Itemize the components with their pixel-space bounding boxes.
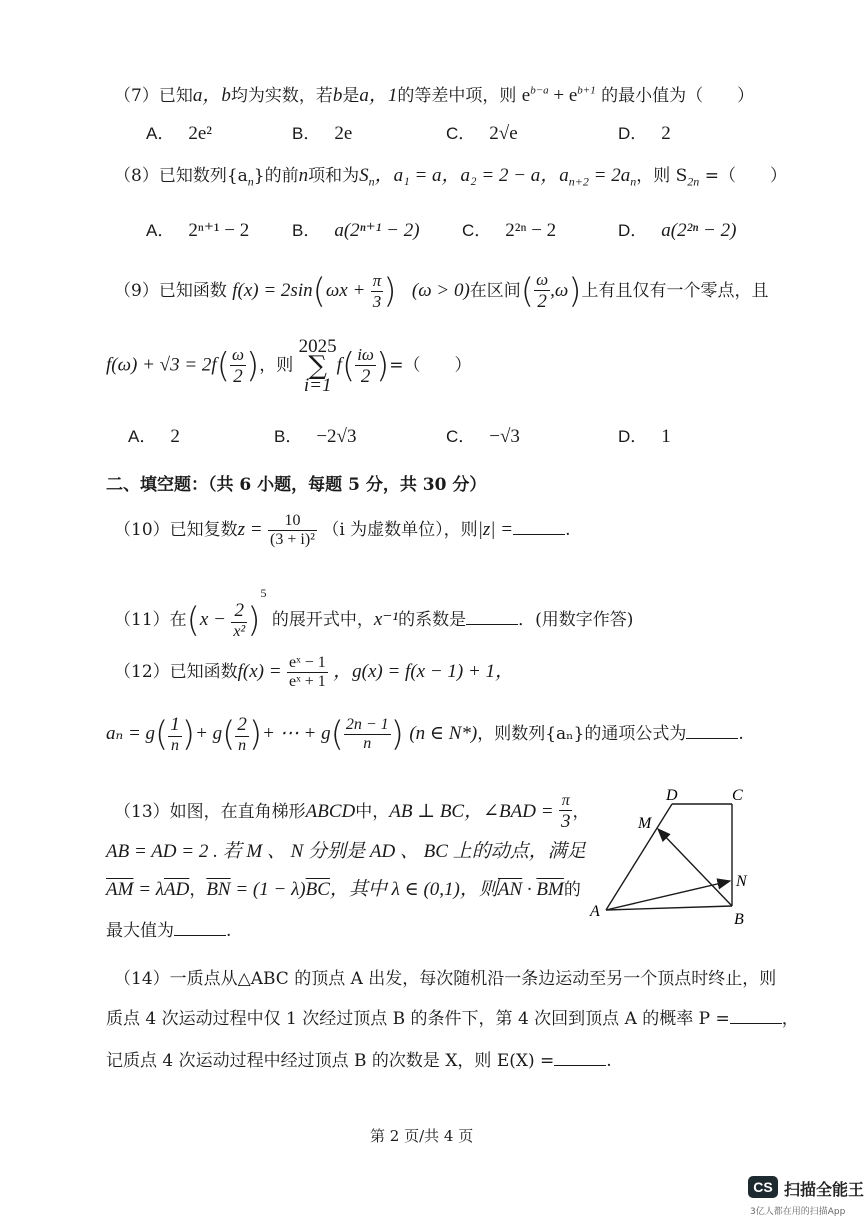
q7-option-d: D． 2 [618,123,671,144]
q13-line4: 最大值为 . [106,921,232,941]
q12-answer-blank[interactable] [686,724,738,739]
camscanner-tagline: 3亿人都在用的扫描App [750,1207,846,1217]
q8-option-b: B． a(2ⁿ⁺¹ − 2) [292,220,420,241]
q13-line3: $\overline{AM} = \lambda\overline{AD}$，$\overline{BN} = (1 - \lambda)\overline{BC}$，其中 λ ∈ (0,1)，则$\overline{AN} \cdot \overline{BM}$的 [106,879,581,900]
q10-stem: （10）已知复数z = $\frac{10}{\text{(3 + i)²}}$ （i 为虚数单位），则|z| = . [114,512,571,548]
label-a: A [590,903,600,920]
sum-sign: 2025 ∑ i=1 [298,336,337,396]
q12-sequence: aₙ = g( $\frac{1}{n}$ )+ g( $\frac{2}{n}$ )+ ⋯ + g( $\frac{2n - 1}{n}$ ) (n ∈ N*)，则数列{aₙ}的通项公式为 . [106,714,744,755]
q14-line3: 记质点 4 次运动过程中经过顶点 B 的次数是 X，则 E(X) = . [106,1051,612,1071]
q7-stem: （7）已知a，b均为实数，若b是a，1的等差中项，则 $e^{b-a} + e^{b+1}$ 的最小值为（ ） [114,84,755,106]
q9-option-b: B． −2√3 [274,426,357,447]
label-b: B [734,911,744,924]
edge-ab [606,906,732,910]
q13-line1: （13）如图，在直角梯形ABCD中，AB ⊥ BC，∠BAD = $\frac{\pi}{3}$ ， [114,792,590,832]
q13-answer-blank[interactable] [174,921,226,936]
q14-line1: （14）一质点从△ABC 的顶点 A 出发，每次随机沿一条边运动至另一个顶点时终止，则 [114,969,777,989]
q9-option-d: D． 1 [618,426,671,447]
q7-option-c: C． 2√e [446,123,518,144]
q12-stem: （12）已知函数f(x) = $\frac{\text{eˣ − 1}}{\text{eˣ + 1}}$ ，g(x) = f(x − 1) + 1， [114,654,515,690]
q13-line2: AB = AD = 2 . 若 M 、 N 分别是 AD 、 BC 上的动点，满足 [106,841,586,862]
q11-answer-blank[interactable] [466,610,518,625]
label-d: D [666,787,678,804]
q9-condition: f(ω) + √3 = 2f( $\frac{\omega}{2}$ )，则 2025 ∑ i=1 f( $\frac{i\omega}{2}$ )=（ ） [106,336,472,396]
q10-answer-blank[interactable] [513,520,565,535]
camscanner-logo-icon: CS [748,1176,778,1198]
vector-bm [658,829,732,906]
q14-answer-blank-2[interactable] [554,1051,606,1066]
q8-stem: （8）已知数列$\{a_n\}$的前n项和为$S_n$，a₁ = a，a₂ = 2 − a，$a_{n+2} = 2a_n$，则 $S_{2n}$ =（ ） [114,165,787,189]
label-m: M [638,815,652,832]
q7-option-a: A． 2e² [146,123,212,144]
q8-option-d: D． a(2²ⁿ − 2) [618,220,737,241]
q9-option-a: A． 2 [128,426,180,447]
q8-option-c: C． 2²ⁿ − 2 [462,220,557,241]
trapezoid-figure [586,784,766,924]
page-number: 第 2 页/共 4 页 [370,1127,474,1145]
label-c: C [732,787,743,804]
q14-line2: 质点 4 次运动过程中仅 1 次经过顶点 B 的条件下，第 4 次回到顶点 A 的概率 P = ， [106,1009,799,1029]
q8-option-a: A． 2ⁿ⁺¹ − 2 [146,220,250,241]
q11-stem: （11）在(x − $\frac{2}{\text{x²}}$ )$^5$ 的展开式中，x⁻¹的系数是 ．(用数字作答) [114,586,634,641]
q9-stem: （9）已知函数 f(x) = 2sin(ωx + $\frac{\pi}{3}$ ) (ω > 0)在区间( $\frac{\omega}{2}$ ,ω)上有且仅有一个零点，且 [114,270,769,312]
section-fill-in-title: 二、填空题：（共 6 小题，每题 5 分，共 30 分） [106,475,487,495]
q9-option-c: C． −√3 [446,426,520,447]
q14-answer-blank-1[interactable] [730,1009,782,1024]
camscanner-name: 扫描全能王 [784,1180,865,1199]
label-n: N [736,873,747,890]
q7-option-b: B． 2e [292,123,353,144]
